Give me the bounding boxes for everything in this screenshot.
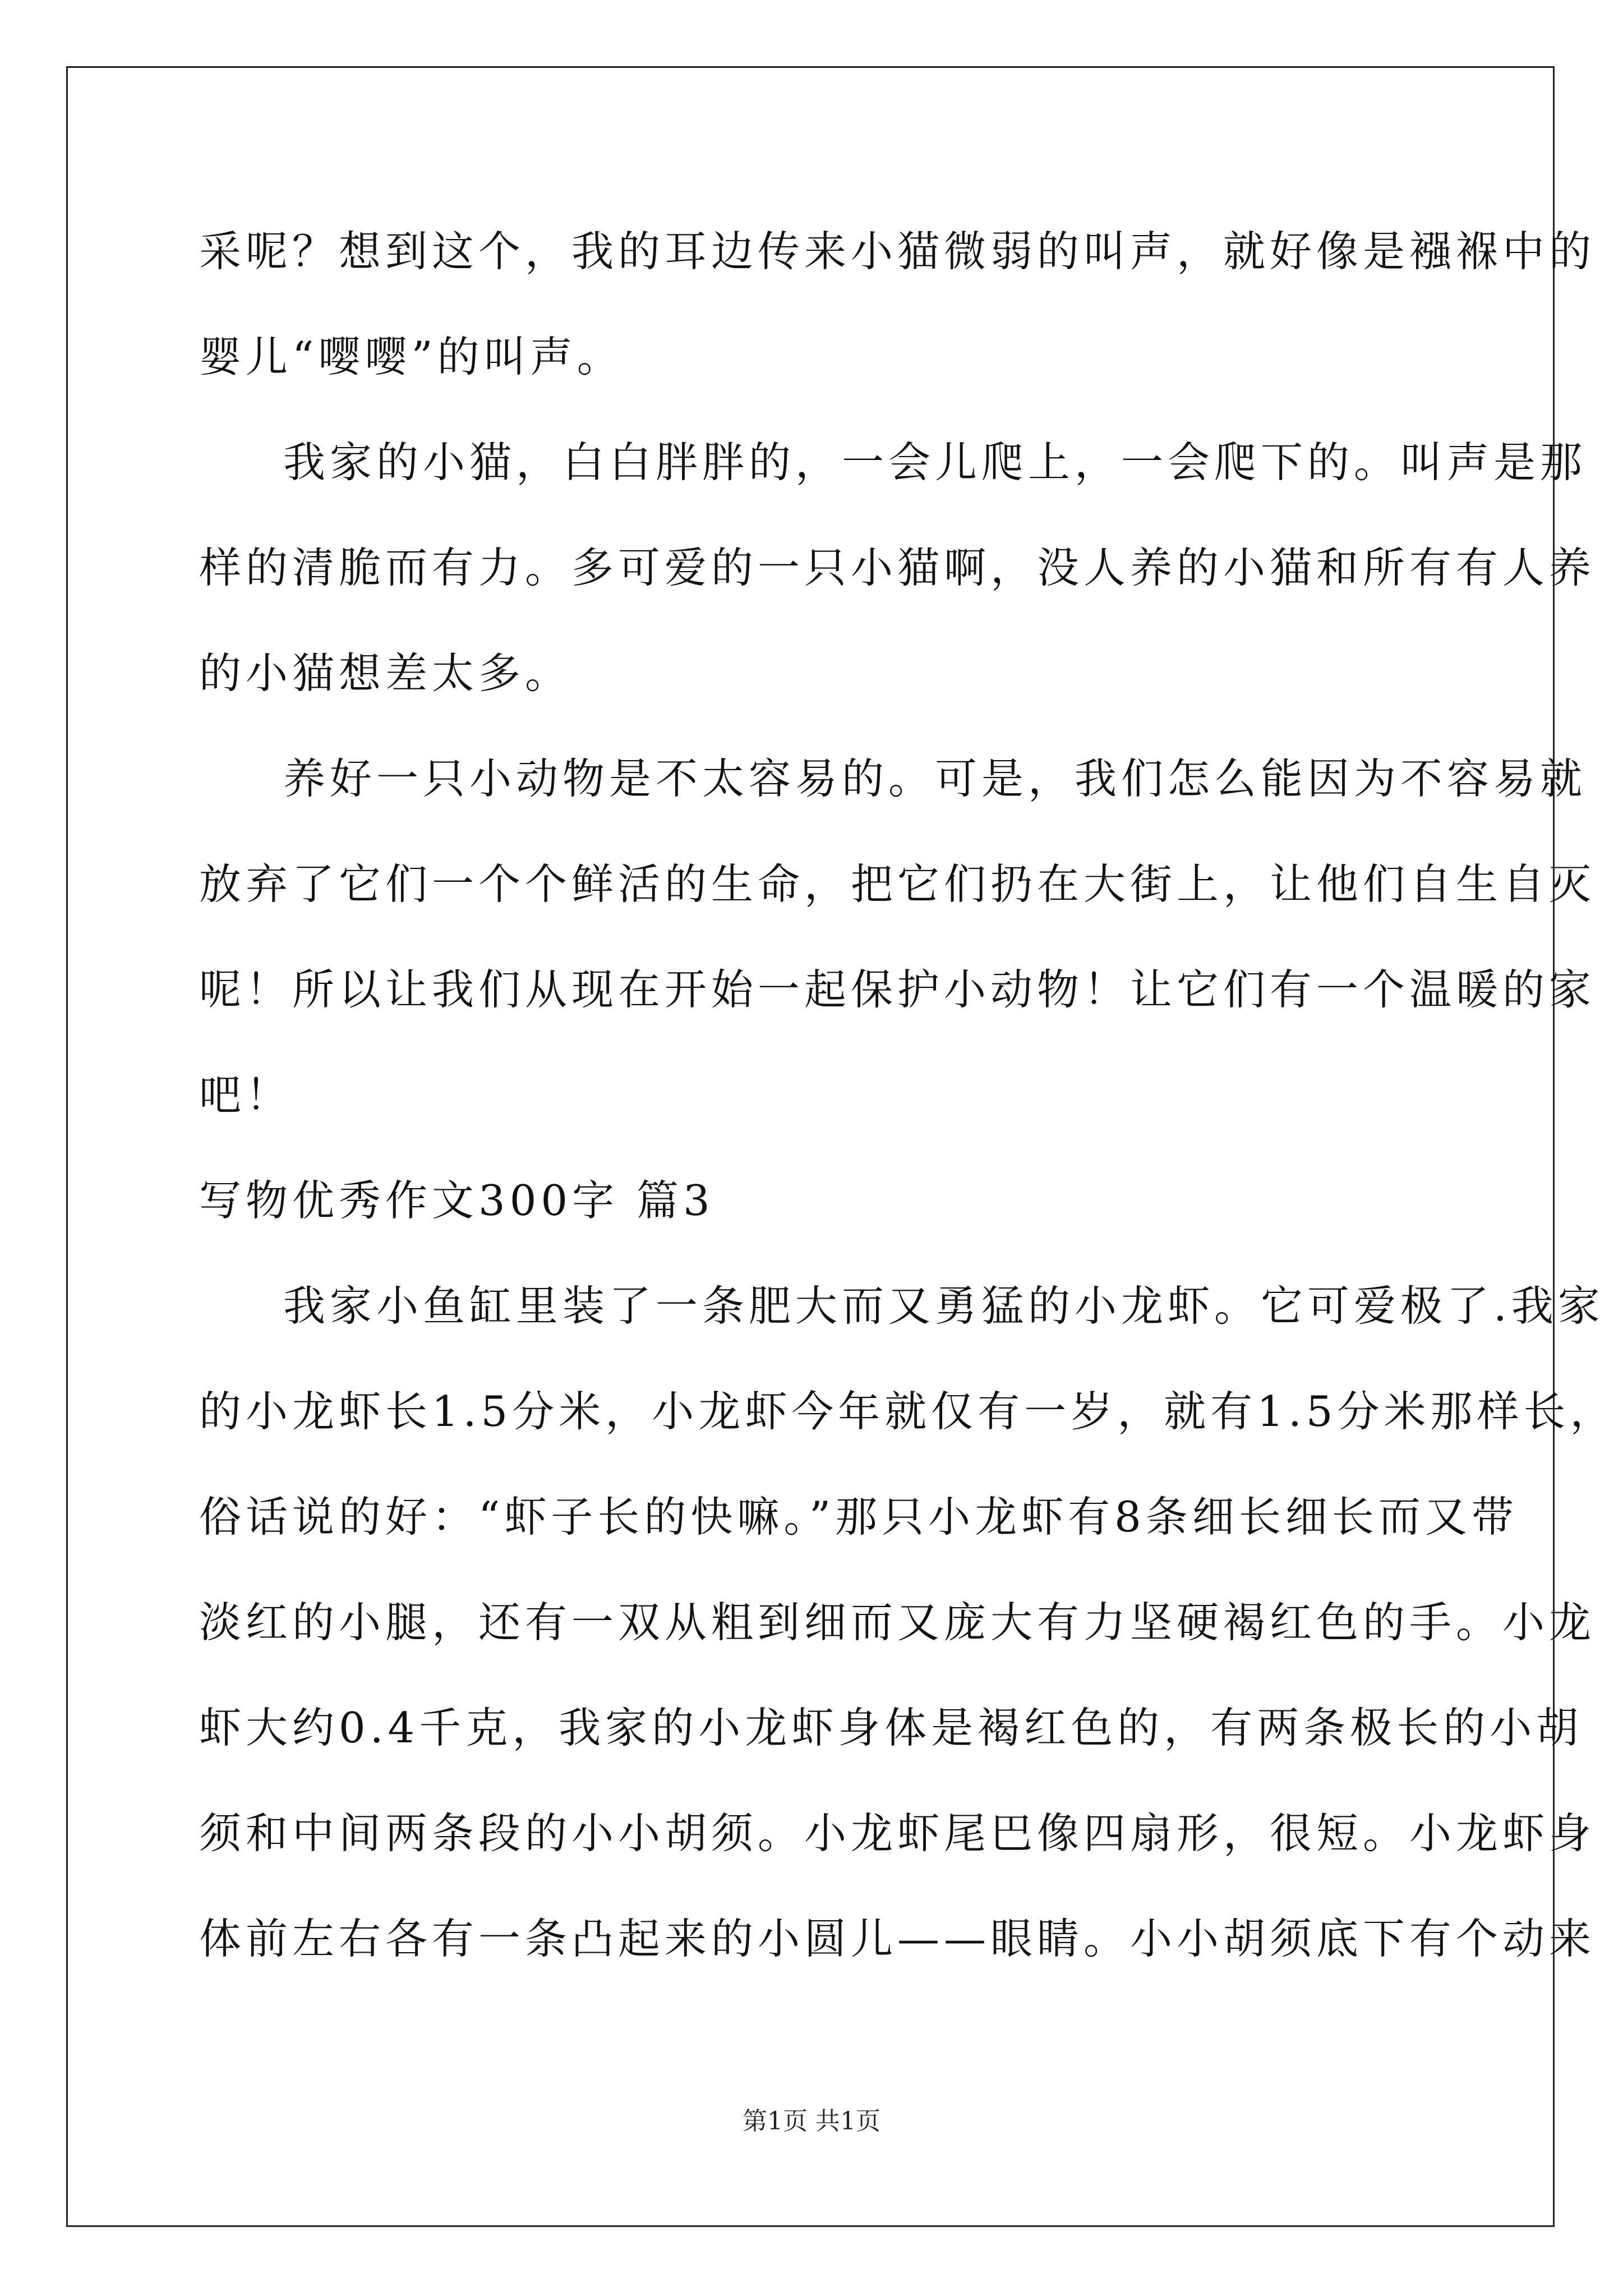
text-line: 虾大约0.4千克，我家的小龙虾身体是褐红色的，有两条极长的小胡 bbox=[199, 1703, 1583, 1752]
text-line: 样的清脆而有力。多可爱的一只小猫啊，没人养的小猫和所有有人养 bbox=[199, 543, 1596, 592]
text-line: 呢！所以让我们从现在开始一起保护小动物！让它们有一个温暖的家 bbox=[199, 965, 1596, 1014]
text-line: 放弃了它们一个个鲜活的生命，把它们扔在大街上，让他们自生自灭 bbox=[199, 859, 1596, 909]
text-line: 体前左右各有一条凸起来的小圆儿——眼睛。小小胡须底下有个动来 bbox=[199, 1914, 1596, 1963]
text-line: 吧！ bbox=[199, 1070, 293, 1120]
paragraph-start-line: 我家的小猫，白白胖胖的，一会儿爬上，一会爬下的。叫声是那 bbox=[283, 438, 1587, 487]
paragraph-start-line: 养好一只小动物是不太容易的。可是，我们怎么能因为不容易就 bbox=[283, 754, 1587, 803]
text-line: 淡红的小腿，还有一双从粗到细而又庞大有力坚硬褐红色的手。小龙 bbox=[199, 1598, 1596, 1647]
paragraph-start-line: 我家小鱼缸里装了一条肥大而又勇猛的小龙虾。它可爱极了.我家 bbox=[283, 1281, 1604, 1331]
text-line: 俗话说的好：“虾子长的快嘛。”那只小龙虾有8条细长细长而又带 bbox=[199, 1492, 1518, 1542]
section-heading: 写物优秀作文300字 篇3 bbox=[199, 1176, 714, 1225]
text-line: 的小龙虾长1.5分米，小龙虾今年就仅有一岁，就有1.5分米那样长， bbox=[199, 1387, 1617, 1436]
page-footer: 第1页 共1页 bbox=[743, 2107, 880, 2136]
text-line: 婴儿“嘤嘤”的叫声。 bbox=[199, 332, 624, 381]
text-line: 须和中间两条段的小小胡须。小龙虾尾巴像四扇形，很短。小龙虾身 bbox=[199, 1809, 1596, 1858]
text-line: 采呢？想到这个，我的耳边传来小猫微弱的叫声，就好像是襁褓中的 bbox=[199, 227, 1596, 276]
text-line: 的小猫想差太多。 bbox=[199, 648, 572, 698]
document-body bbox=[199, 212, 1617, 2005]
